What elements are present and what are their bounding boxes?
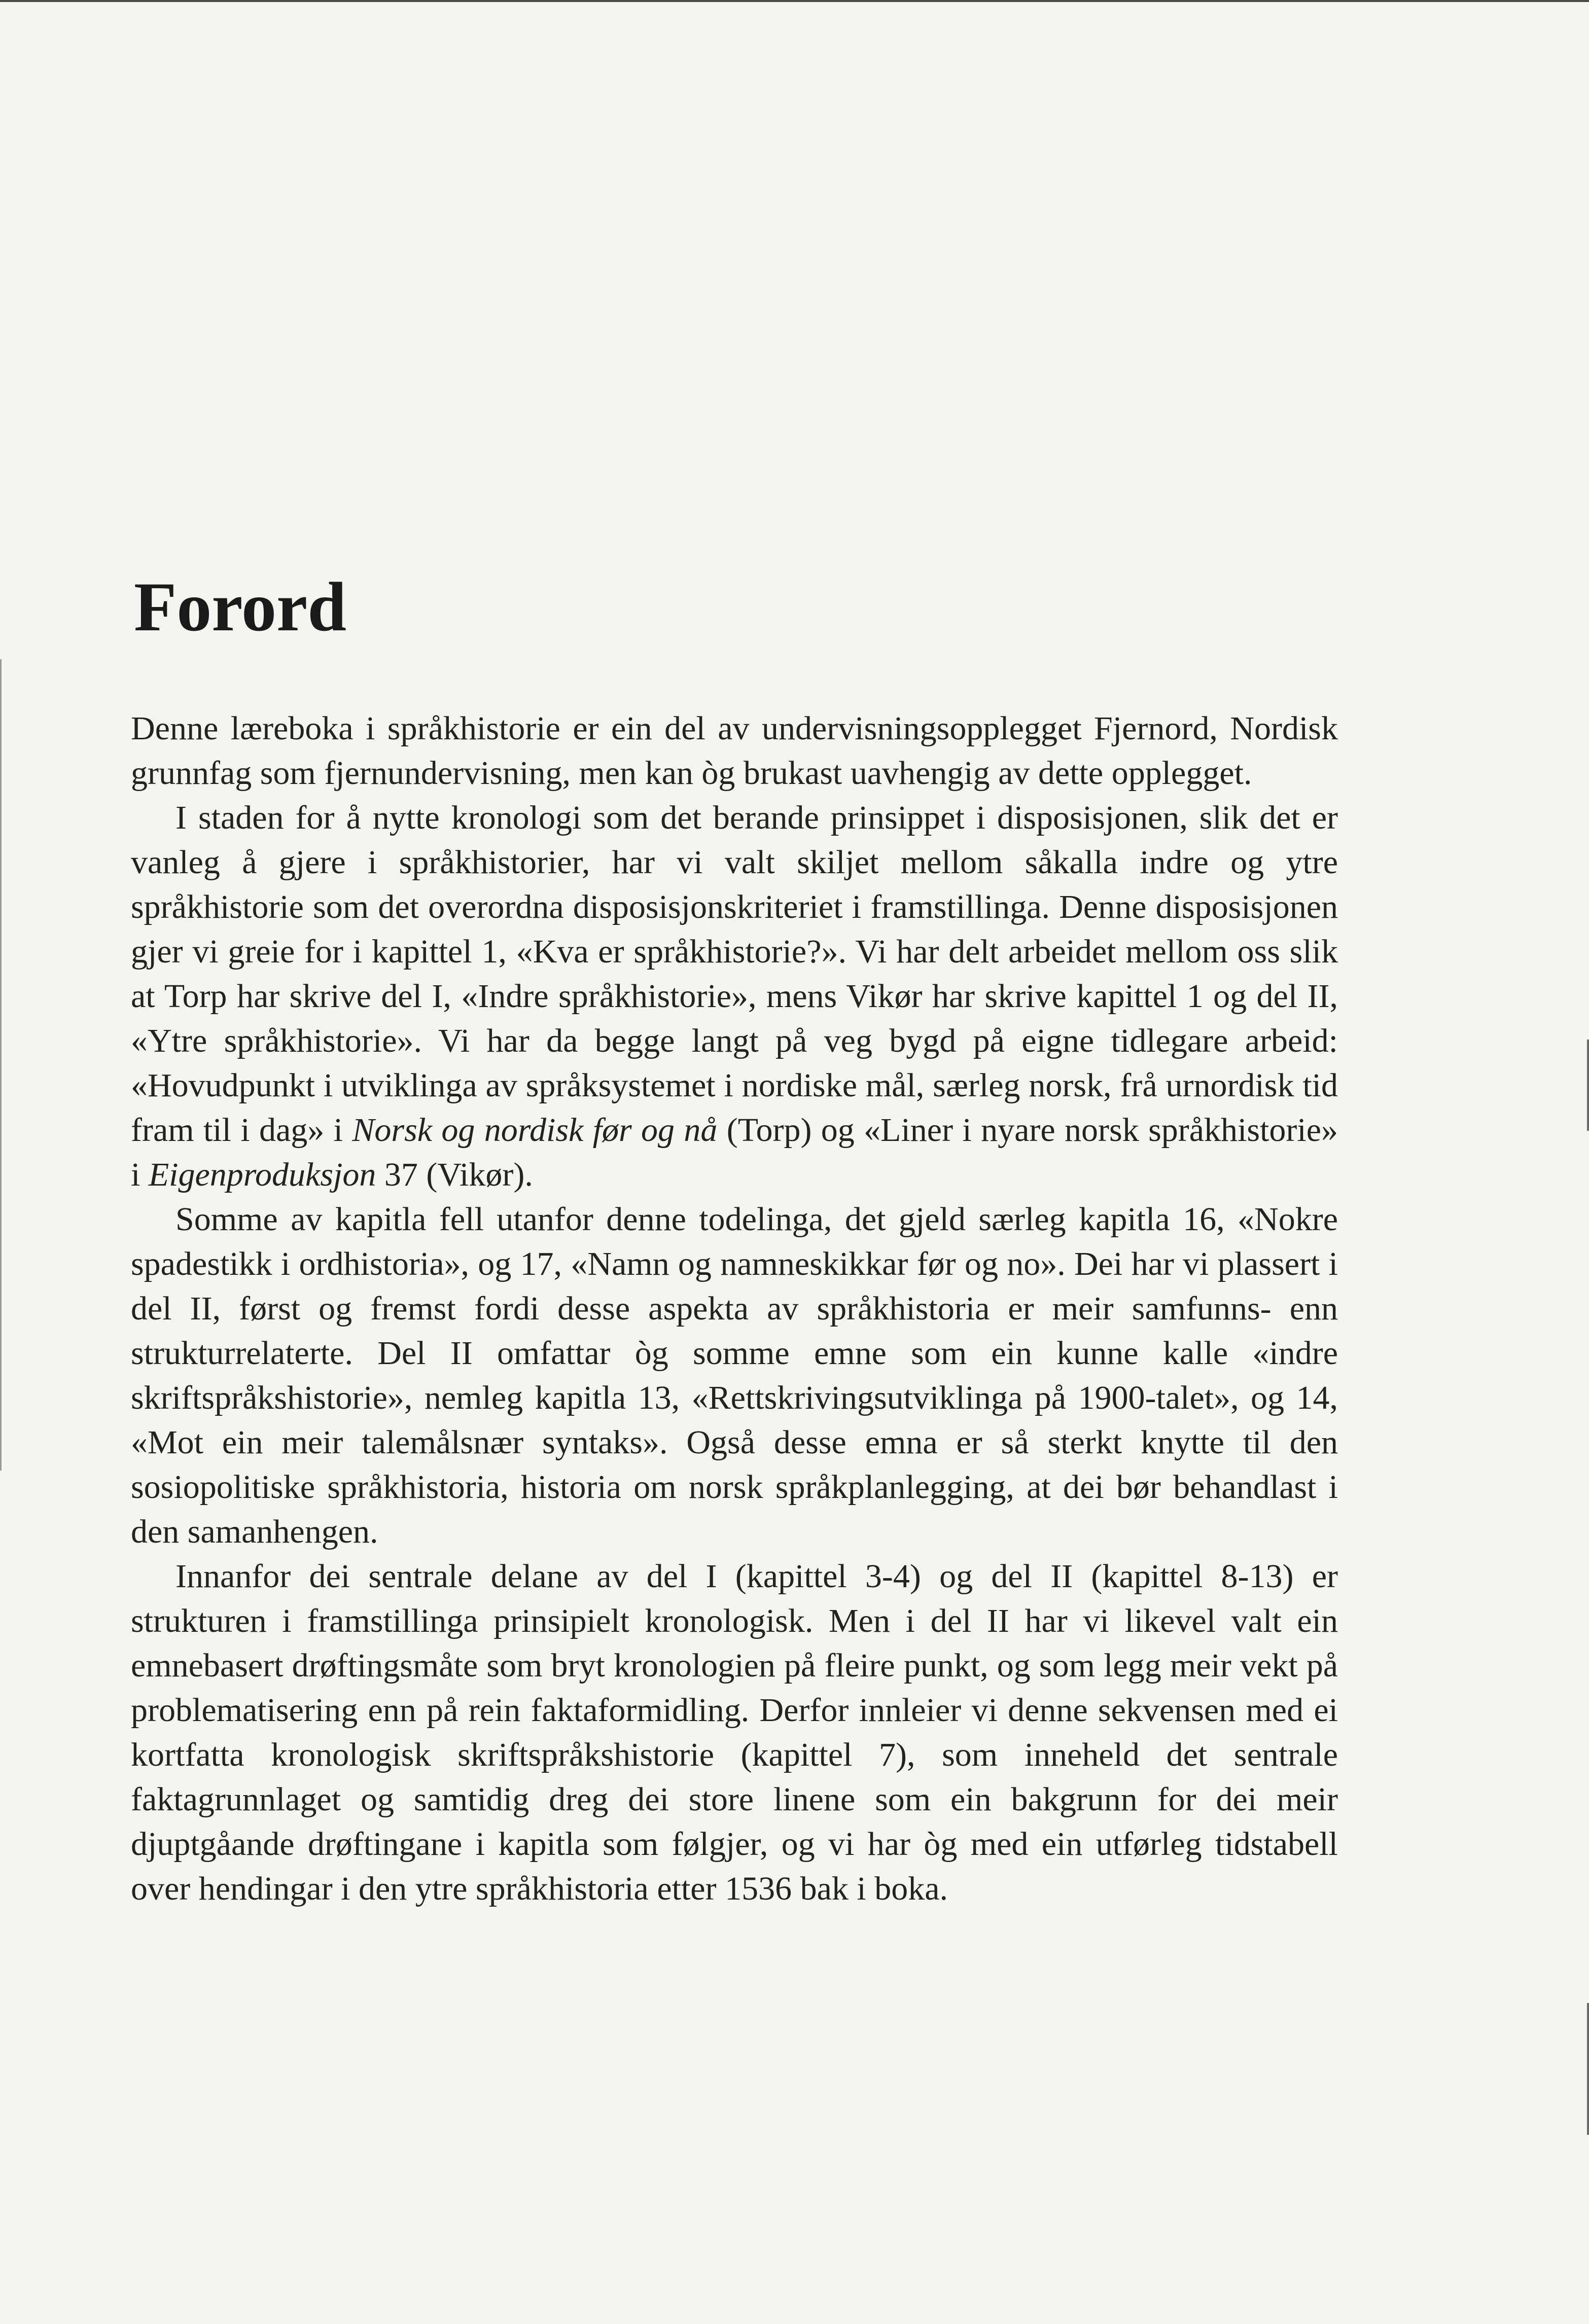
scan-edge-mark <box>1587 2003 1589 2135</box>
scan-top-edge <box>0 0 1589 2</box>
italic-title-text: Norsk og nordisk før og nå <box>352 1112 718 1149</box>
paragraph <box>131 1554 1338 1911</box>
scan-edge-mark <box>1587 1040 1589 1131</box>
scan-edge-mark <box>0 659 2 1471</box>
preface-body <box>131 706 1338 1911</box>
paragraph-text: Denne læreboka i språkhistorie er ein del av undervisningsopplegget Fjernord, Nordisk grunnfag som fjernundervisning, men kan òg brukast uavhengig av dette opplegget. <box>131 710 1338 792</box>
paragraph <box>131 1197 1338 1554</box>
paragraph-text: Somme av kapitla fell utanfor denne todelinga, det gjeld særleg kapitla 16, «Nokre spadestikk i ordhistoria», og 17, «Namn og namneskikkar før og no». Dei har vi plassert i del II, først og fremst fordi desse aspekta av språkhistoria er meir samfunns- enn strukturrelaterte. Del II omfattar òg somme emne som ein kunne kalle «indre skriftspråkshistorie», nemleg kapitla 13, «Rettskrivingsutviklinga på 1900-talet», og 14, «Mot ein meir talemålsnær syntaks». Også desse emna er så sterkt knytte til den sosiopolitiske språkhistoria, historia om norsk språkplanlegging, at dei bør behandlast i den samanhengen. <box>131 1201 1338 1550</box>
paragraph-text: Innanfor dei sentrale delane av del I (kapittel 3-4) og del II (kapittel 8-13) er strukturen i framstillinga prinsipielt kronologisk. Men i del II har vi likevel valt ein emnebasert drøftingsmåte som bryt kronologien på fleire punkt, og som legg meir vekt på problematisering enn på rein faktaformidling. Derfor innleier vi denne sekvensen med ei kortfatta kronologisk skriftspråkshistorie (kapittel 7), som inneheld det sentrale faktagrunnlaget og samtidig dreg dei store linene som ein bakgrunn for dei meir djuptgåande drøftingane i kapitla som følgjer, og vi har òg med ein utførleg tidstabell over hendingar i den ytre språkhistoria etter 1536 bak i boka. <box>131 1558 1338 1907</box>
paragraph <box>131 796 1338 1197</box>
paragraph-text: (Torp) og «Liner i nyare norsk språkhistorie» i <box>131 1112 1338 1193</box>
paragraph-text: 37 (Vikør). <box>376 1156 533 1193</box>
italic-title-text: Eigenproduksjon <box>148 1156 376 1193</box>
page-title: Forord <box>134 568 347 646</box>
paragraph <box>131 706 1338 796</box>
paragraph-text: I staden for å nytte kronologi som det berande prinsippet i disposisjonen, slik det er vanleg å gjere i språkhistorier, har vi valt skiljet mellom såkalla indre og ytre språkhistorie som det overordna disposisjonskriteriet i framstillinga. Denne disposisjonen gjer vi greie for i kapittel 1, «Kva er språkhistorie?». Vi har delt arbeidet mellom oss slik at Torp har skrive del I, «Indre språkhistorie», mens Vikør har skrive kapittel 1 og del II, «Ytre språkhistorie». Vi har da begge langt på veg bygd på eigne tidlegare arbeid: «Hovudpunkt i utviklinga av språksystemet i nordiske mål, særleg norsk, frå urnordisk tid fram til i dag» i <box>131 799 1338 1149</box>
